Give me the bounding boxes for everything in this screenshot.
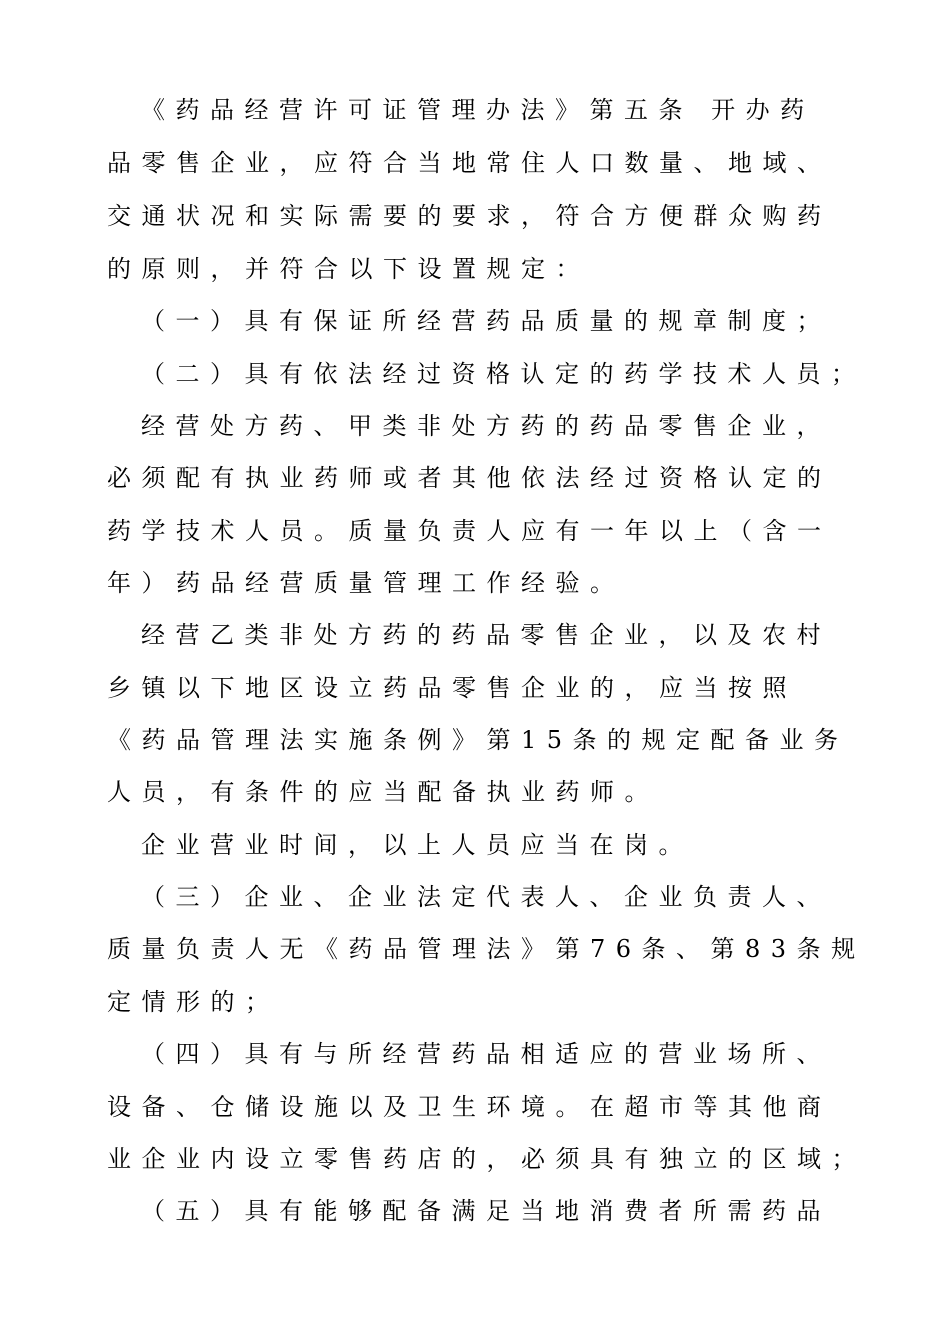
text-line: （五）具有能够配备满足当地消费者所需药品 bbox=[141, 1197, 831, 1225]
text-line: 定情形的； bbox=[107, 988, 280, 1016]
text-line: 药学技术人员。质量负责人应有一年以上（含一 bbox=[107, 517, 832, 545]
text-line: 经营乙类非处方药的药品零售企业，以及农村 bbox=[141, 621, 831, 649]
text-line: 交通状况和实际需要的要求，符合方便群众购药 bbox=[107, 202, 832, 230]
text-line: （一）具有保证所经营药品质量的规章制度； bbox=[141, 307, 831, 335]
text-line: （三）企业、企业法定代表人、企业负责人、 bbox=[141, 883, 831, 911]
text-line: 的原则，并符合以下设置规定： bbox=[107, 255, 590, 283]
text-line: 必须配有执业药师或者其他依法经过资格认定的 bbox=[107, 464, 832, 492]
text-line: 企业营业时间，以上人员应当在岗。 bbox=[141, 831, 693, 859]
text-line: 《药品管理法实施条例》第15条的规定配备业务 bbox=[107, 726, 849, 754]
text-line: 《药品经营许可证管理办法》第五条 开办药 bbox=[141, 96, 815, 124]
text-line: 人员，有条件的应当配备执业药师。 bbox=[107, 778, 659, 806]
text-line: 品零售企业，应符合当地常住人口数量、地域、 bbox=[107, 149, 832, 177]
text-line: 质量负责人无《药品管理法》第76条、第83条规 bbox=[107, 935, 866, 963]
text-line: 设备、仓储设施以及卫生环境。在超市等其他商 bbox=[107, 1093, 832, 1121]
text-line: 业企业内设立零售药店的，必须具有独立的区域； bbox=[107, 1145, 866, 1173]
text-line: 乡镇以下地区设立药品零售企业的，应当按照 bbox=[107, 674, 797, 702]
text-line: （四）具有与所经营药品相适应的营业场所、 bbox=[141, 1040, 831, 1068]
text-line: （二）具有依法经过资格认定的药学技术人员； bbox=[141, 360, 866, 388]
text-line: 经营处方药、甲类非处方药的药品零售企业， bbox=[141, 412, 831, 440]
text-line: 年）药品经营质量管理工作经验。 bbox=[107, 569, 625, 597]
